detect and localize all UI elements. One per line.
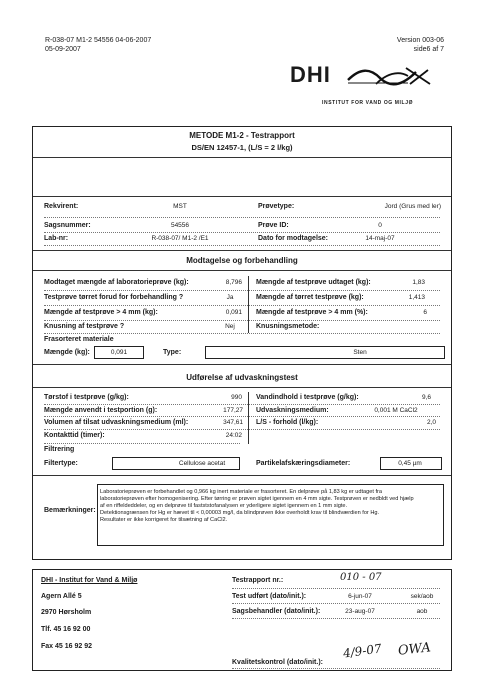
rekvirent-value: MST: [173, 203, 187, 210]
row-rule: [44, 290, 440, 291]
filtertype-value: Cellulose acetat: [178, 460, 226, 467]
row-rule: [232, 603, 440, 604]
torret-forud-label: Testprøve tørret forud for forbehandling ?: [44, 294, 184, 301]
maengde-label: Mængde (kg):: [44, 349, 90, 356]
rekvirent-label: Rekvirent:: [44, 203, 79, 210]
section-heading-udforelse: Udførelse af udvaskningstest: [186, 373, 298, 382]
dato-value: 14-maj-07: [365, 235, 395, 242]
row-rule: [44, 429, 440, 430]
testprove-4mm-kg-label: Mængde af testprøve > 4 mm (kg):: [44, 309, 158, 316]
udvaskningsmedium-label: Udvaskningsmedium:: [256, 407, 329, 414]
footer-org: DHI - Institut for Vand & Miljø: [41, 577, 138, 584]
dato-label: Dato for modtagelse:: [258, 235, 329, 242]
footer-fax: Fax 45 16 92 92: [41, 643, 92, 650]
torret-forud-value: Ja: [226, 294, 234, 301]
filtertype-label: Filtertype:: [44, 460, 78, 467]
remark-line: Laboratorieprøven er forbehandlet og 0,966 kg inert materiale er frasorteret. En delprøve på 1,83 kg er udtaget fra: [100, 489, 383, 495]
test-udfort-label: Test udført (dato/init.):: [232, 593, 307, 600]
remark-line: laboratorieprøven efter homogenisering. Efter tørring er prøven sigtet igennem en 4 mm sigte. Testprøven er nedbldt ved hjælp: [100, 496, 414, 502]
kontakttid-label: Kontakttid (timer):: [44, 432, 105, 439]
vandindhold-label: Vandindhold i testprøve (g/kg):: [256, 394, 359, 401]
footer-city: 2970 Hørsholm: [41, 609, 92, 616]
testportion-value: 177,27: [223, 407, 243, 414]
divider: [33, 364, 451, 365]
testprove-4mm-pct-value: 6: [423, 309, 427, 316]
version-text: Version 003-06: [396, 37, 444, 44]
knusning-value: Nej: [225, 323, 235, 330]
row-rule: [44, 320, 440, 321]
divider: [33, 270, 451, 271]
row-rule: [232, 588, 440, 589]
footer-phone: Tlf. 45 16 92 00: [41, 626, 91, 633]
dhi-logo: [290, 62, 450, 110]
divider: [33, 196, 451, 197]
row-rule: [44, 305, 440, 306]
torstof-value: 990: [231, 394, 242, 401]
logo-text: DHI: [290, 62, 331, 87]
torret-testprove-label: Mængde af tørret testprøve (kg):: [256, 294, 364, 301]
column-divider: [248, 392, 249, 444]
row-rule: [44, 416, 440, 417]
divider: [33, 157, 451, 158]
ls-forhold-value: 2,0: [426, 419, 436, 426]
remark-line: Detektionsgrænsen for Hg er hævet til < 0,00003 mg/l, da blindprøven ikke overholdt krav til blindværdien for Hg.: [100, 510, 380, 516]
lab-nr-label: Lab-nr:: [44, 235, 69, 242]
testrapport-value: 010 - 07: [340, 572, 382, 583]
remark-line: Resultater er ikke korrigeret for tilsætning af CaCl2.: [100, 517, 228, 523]
knusningsmetode-label: Knusningsmetode:: [256, 323, 320, 330]
prove-id-value: 0: [378, 222, 382, 229]
sagsnummer-label: Sagsnummer:: [44, 222, 91, 229]
test-udfort-init: sek/aob: [410, 593, 434, 600]
udvaskningsmedium-value: 0,001 M CaCl2: [374, 407, 418, 414]
row-rule: [44, 333, 440, 334]
partikel-value: 0,45 µm: [398, 460, 422, 467]
partikel-label: Partikelafskæringsdiameter:: [256, 460, 351, 467]
row-rule: [44, 232, 440, 233]
row-rule: [44, 245, 440, 246]
sagsnummer-value: 54556: [170, 222, 190, 229]
vandindhold-value: 9,6: [421, 394, 431, 401]
type-label: Type:: [163, 349, 182, 356]
logo-subtitle: INSTITUT FOR VAND OG MILJØ: [322, 100, 414, 106]
testprove-4mm-kg-value: 0,091: [225, 309, 242, 316]
torret-testprove-value: 1,413: [408, 294, 425, 301]
row-rule: [44, 443, 240, 444]
torstof-label: Tørstof i testprøve (g/kg):: [44, 394, 129, 401]
volumen-label: Volumen af tilsat udvaskningsmedium (ml):: [44, 419, 189, 426]
row-rule: [44, 404, 440, 405]
ls-forhold-label: L/S - forhold (l/kg):: [256, 419, 319, 426]
filtrering-label: Filtrering: [44, 446, 75, 453]
sagsbehandler-label: Sagsbehandler (dato/init.):: [232, 608, 321, 615]
row-rule: [44, 217, 440, 218]
sagsbehandler-init: aob: [416, 608, 428, 615]
frasorteret-label: Frasorteret materiale: [44, 336, 114, 343]
kvalitet-init: OWA: [397, 640, 432, 659]
provetype-label: Prøvetype:: [258, 203, 295, 210]
footer-address: Agern Allé 5: [41, 593, 82, 600]
bemaerkninger-label: Bemærkninger:: [44, 507, 96, 514]
report-title: METODE M1-2 - Testrapport: [189, 131, 295, 140]
sagsbehandler-date: 23-aug-07: [345, 608, 375, 615]
knusning-label: Knusning af testprøve ?: [44, 323, 125, 330]
divider: [33, 250, 451, 251]
ref-line-2: 05-09-2007: [45, 46, 81, 53]
kontakttid-value: 24:02: [225, 432, 242, 439]
modtaget-maengde-label: Modtaget mængde af laboratorieprøve (kg):: [44, 279, 189, 286]
test-udfort-date: 6-jun-07: [348, 593, 372, 600]
testprove-udtaget-value: 1,83: [412, 279, 425, 286]
row-rule: [232, 668, 440, 669]
testprove-4mm-pct-label: Mængde af testprøve > 4 mm (%):: [256, 309, 368, 316]
logo-wave-icon: [346, 64, 442, 88]
prove-id-label: Prøve ID:: [258, 222, 289, 229]
lab-nr-value: R-038-07/ M1-2 /E1: [151, 235, 209, 242]
modtaget-maengde-value: 8,796: [225, 279, 242, 286]
row-rule: [232, 618, 440, 619]
provetype-value: Jord (Grus med ler): [384, 203, 441, 210]
maengde-value: 0,091: [110, 349, 128, 356]
volumen-value: 347,61: [223, 419, 243, 426]
divider: [33, 475, 451, 476]
kvalitet-label: Kvalitetskontrol (dato/init.):: [232, 659, 323, 666]
kvalitet-date: 4/9-07: [342, 641, 383, 661]
section-heading-modtagelse: Modtagelse og forbehandling: [186, 256, 298, 265]
testrapport-label: Testrapport nr.:: [232, 577, 284, 584]
testportion-label: Mængde anvendt i testportion (g):: [44, 407, 158, 414]
testprove-udtaget-label: Mængde af testprøve udtaget (kg):: [256, 279, 371, 286]
remark-line: af en riffeldeddeler, og en delprøve til fastststofanalysen er yderligere sigtet igennem en 1 mm sigte.: [100, 503, 348, 509]
ref-line-1: R-038-07 M1-2 54556 04-06-2007: [45, 37, 152, 44]
page-number: side6 af 7: [413, 46, 444, 53]
type-value: Sten: [353, 349, 367, 356]
report-standard: DS/EN 12457-1, (L/S = 2 l/kg): [191, 143, 293, 152]
divider: [33, 387, 451, 388]
